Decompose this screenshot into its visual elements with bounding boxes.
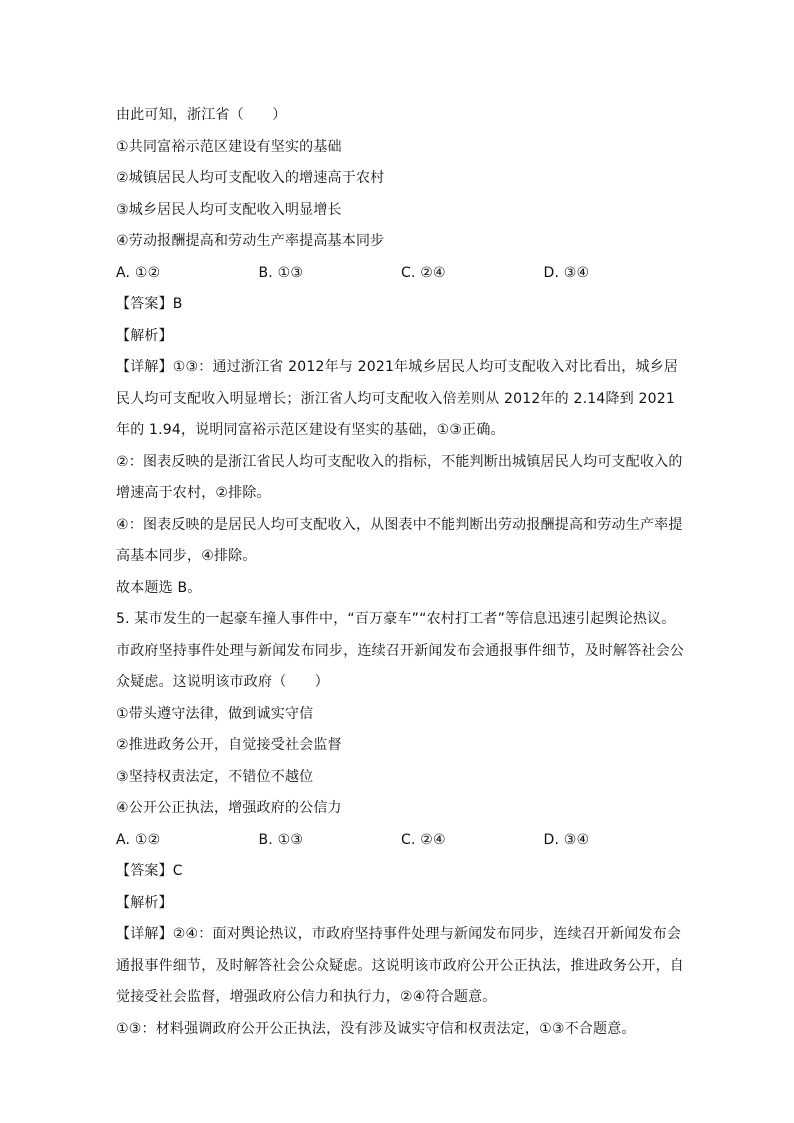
q5-statement-3: ③坚持权责法定，不错位不越位 [116,768,314,785]
q5-options [116,825,686,857]
q5-statement-2: ②推进政务公开，自觉接受社会监督 [116,737,342,753]
q4-detail-3: ④：图表反映的是居民人均可支配收入，从图表中不能判断出劳动报酬提高和劳动生产率提高基本同步，④排除。 [116,516,683,564]
q4-option-d: D. ③④ [543,264,590,281]
document-content [116,100,686,1045]
q4-options [116,258,686,290]
q5-option-c: C. ②④ [401,831,446,848]
q5-option-a: A. ①② [116,831,161,848]
q4-option-b: B. ①③ [258,264,304,281]
q5-answer: 【答案】C [116,863,183,879]
q4-statement-3: ③城乡居民人均可支配收入明显增长 [116,201,342,218]
q4-statement-4: ④劳动报酬提高和劳动生产率提高基本同步 [116,233,385,249]
q4-analysis-label: 【解析】 [116,327,173,344]
q5-stem: 5. 某市发生的一起豪车撞人事件中，“百万豪车”“农村打工者”等信息迅速引起舆论热议。市政府坚持事件处理与新闻发布同步，连续召开新闻发布会通报事件细节，及时解答社会公众疑虑。这说明该市政府（ ） [116,611,684,690]
q4-detail-1: 【详解】①③：通过浙江省 2012年与 2021年城乡居民人均可支配收入对比看出，城乡居民人均可支配收入明显增长；浙江省人均可支配收入倍差则从 2012年的 2.14降到 2021年的 1.94，说明同富裕示范区建设有坚实的基础，①③正确。 [116,359,679,438]
q4-statement-1: ①共同富裕示范区建设有坚实的基础 [116,138,342,155]
q5-analysis-label: 【解析】 [116,894,173,911]
q5-statement-1: ①带头遵守法律，做到诚实守信 [116,705,314,722]
q5-option-d: D. ③④ [543,831,590,848]
q5-statement-4: ④公开公正执法，增强政府的公信力 [116,800,342,816]
q4-statement-2: ②城镇居民人均可支配收入的增速高于农村 [116,170,385,186]
q5-detail-1: 【详解】②④：面对舆论热议，市政府坚持事件处理与新闻发布同步，连续召开新闻发布会通报事件细节，及时解答社会公众疑虑。这说明该市政府公开公正执法，推进政务公开，自觉接受社会监督，增强政府公信力和执行力，②④符合题意。 [116,926,684,1005]
q4-option-c: C. ②④ [401,264,446,281]
q5-detail-2: ①③：材料强调政府公开公正执法，没有涉及诚实守信和权责法定，①③不合题意。 [116,1020,636,1037]
q5-option-b: B. ①③ [258,831,304,848]
q4-detail-2: ②：图表反映的是浙江省民人均可支配收入的指标，不能判断出城镇居民人均可支配收入的增速高于农村，②排除。 [116,453,683,501]
q4-stem-tail: 由此可知，浙江省（ ） [116,107,287,123]
q4-answer: 【答案】B [116,296,183,312]
q4-option-a: A. ①② [116,264,161,281]
q4-conclusion: 故本题选 B。 [116,579,202,596]
